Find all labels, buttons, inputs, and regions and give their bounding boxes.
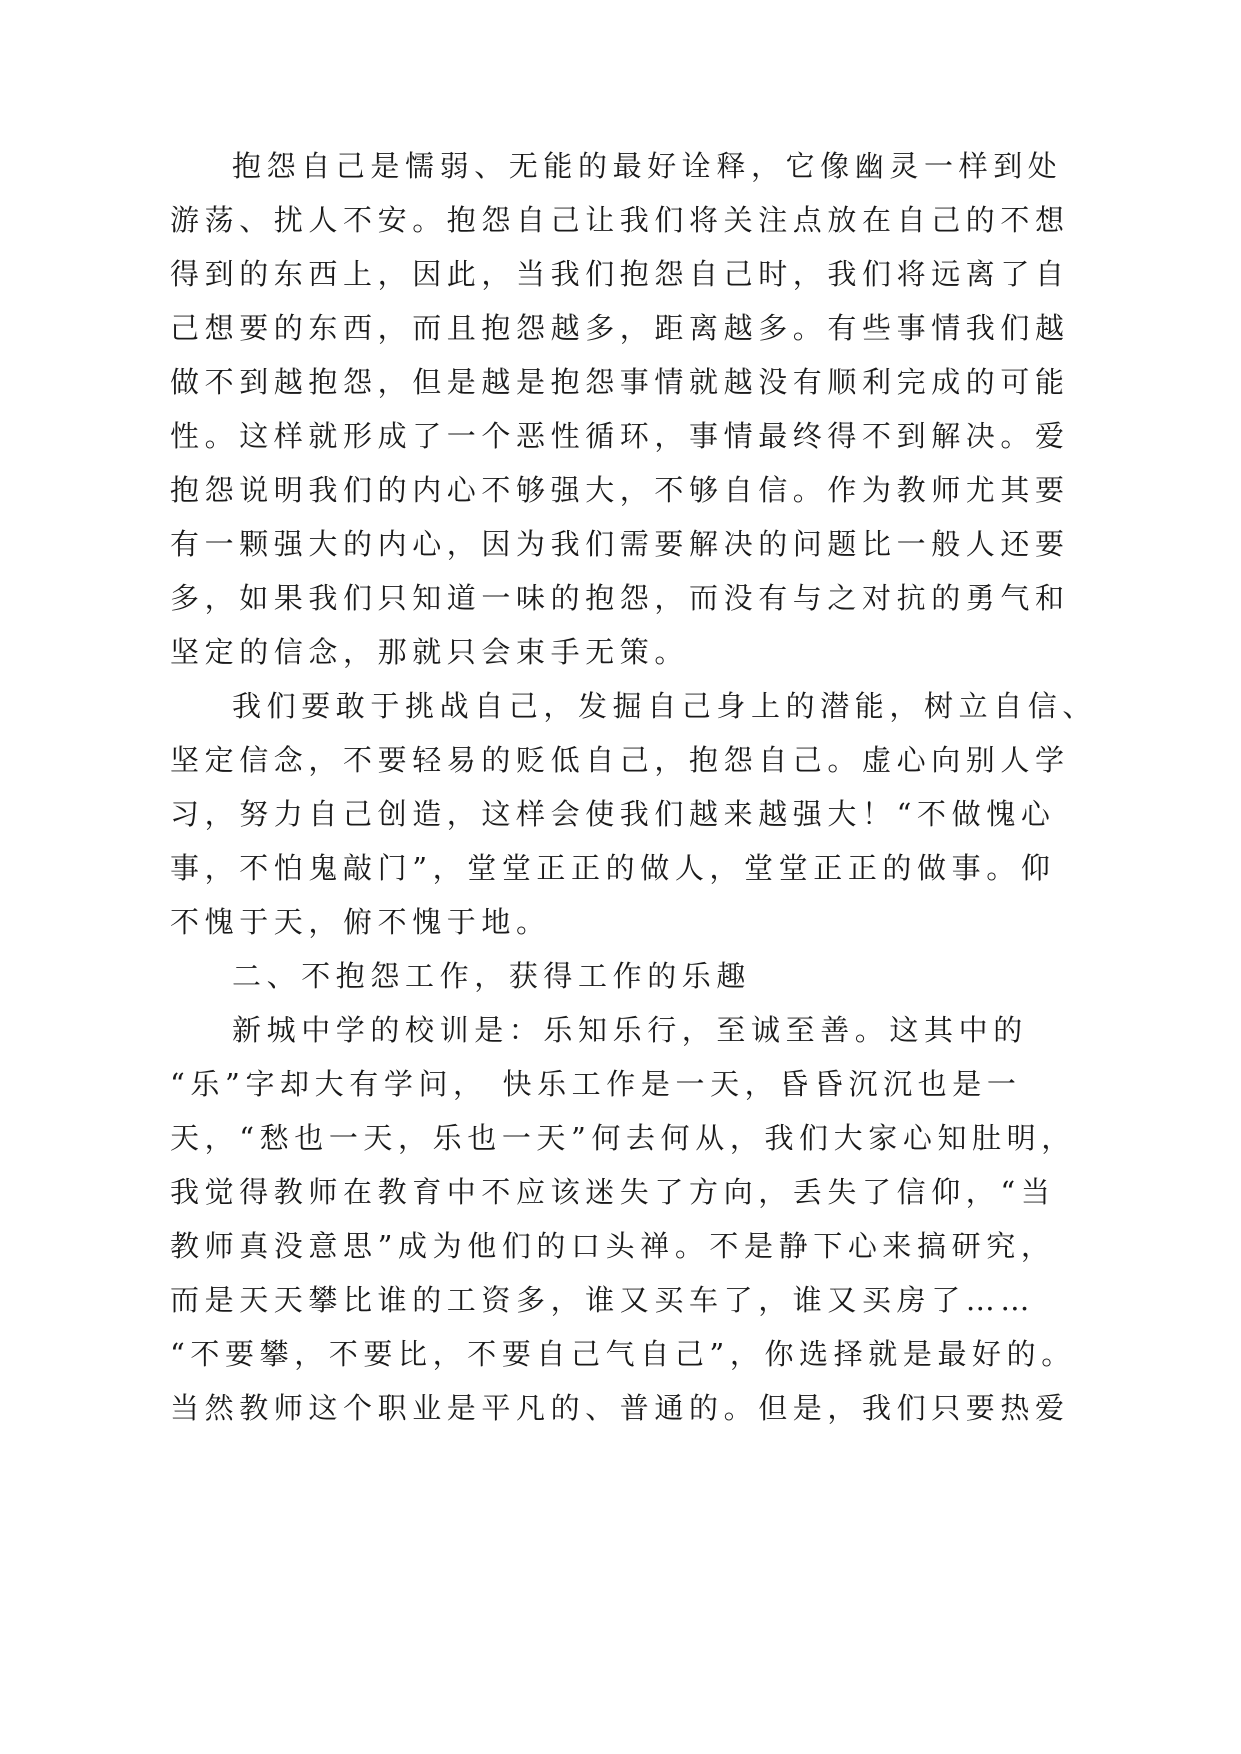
text-line xyxy=(0,1324,1241,1384)
line-text: 而是天天攀比谁的工资多，谁又买车了，谁又买房了…… xyxy=(170,1283,1036,1317)
line-text: “乐”字却大有学问， 快乐工作是一天，昏昏沉沉也是一 xyxy=(170,1067,1022,1101)
line-text: “不要攀，不要比，不要自己气自己”，你选择就是最好的。 xyxy=(170,1337,1076,1371)
text-line xyxy=(0,1000,1241,1060)
line-text: 抱怨说明我们的内心不够强大，不够自信。作为教师尤其要 xyxy=(170,473,1070,507)
line-text: 己想要的东西，而且抱怨越多，距离越多。有些事情我们越 xyxy=(170,311,1070,345)
line-text: 事，不怕鬼敲门”，堂堂正正的做人，堂堂正正的做事。仰 xyxy=(170,851,1056,885)
text-line xyxy=(0,568,1241,628)
section-heading-text: 二、不抱怨工作，获得工作的乐趣 xyxy=(232,959,752,993)
section-heading xyxy=(0,946,1241,1006)
text-line xyxy=(0,1378,1241,1438)
line-text: 有一颗强大的内心，因为我们需要解决的问题比一般人还要 xyxy=(170,527,1070,561)
line-text: 做不到越抱怨，但是越是抱怨事情就越没有顺利完成的可能 xyxy=(170,365,1070,399)
text-line xyxy=(0,136,1241,196)
line-text: 新城中学的校训是：乐知乐行，至诚至善。这其中的 xyxy=(232,1013,1028,1047)
text-line xyxy=(0,352,1241,412)
line-text: 抱怨自己是懦弱、无能的最好诠释，它像幽灵一样到处 xyxy=(232,149,1063,183)
text-line xyxy=(0,1216,1241,1276)
text-line xyxy=(0,892,1241,952)
line-text: 不愧于天，俯不愧于地。 xyxy=(170,905,551,939)
line-text: 我们要敢于挑战自己，发掘自己身上的潜能，树立自信、 xyxy=(232,689,1098,723)
line-text: 我觉得教师在教育中不应该迷失了方向，丢失了信仰，“当 xyxy=(170,1175,1056,1209)
text-line xyxy=(0,1054,1241,1114)
line-text: 得到的东西上，因此，当我们抱怨自己时，我们将远离了自 xyxy=(170,257,1070,291)
text-line xyxy=(0,1162,1241,1222)
text-line xyxy=(0,676,1241,736)
line-text: 性。这样就形成了一个恶性循环，事情最终得不到解决。爱 xyxy=(170,419,1070,453)
line-text: 坚定的信念，那就只会束手无策。 xyxy=(170,635,690,669)
text-line xyxy=(0,1270,1241,1330)
text-line xyxy=(0,730,1241,790)
text-line xyxy=(0,406,1241,466)
text-line xyxy=(0,622,1241,682)
text-line xyxy=(0,460,1241,520)
text-line xyxy=(0,1108,1241,1168)
line-text: 多，如果我们只知道一味的抱怨，而没有与之对抗的勇气和 xyxy=(170,581,1070,615)
text-line xyxy=(0,784,1241,844)
text-line xyxy=(0,244,1241,304)
text-line xyxy=(0,838,1241,898)
text-line xyxy=(0,514,1241,574)
line-text: 习，努力自己创造，这样会使我们越来越强大！“不做愧心 xyxy=(170,797,1056,831)
line-text: 坚定信念，不要轻易的贬低自己，抱怨自己。虚心向别人学 xyxy=(170,743,1070,777)
line-text: 游荡、扰人不安。抱怨自己让我们将关注点放在自己的不想 xyxy=(170,203,1070,237)
text-line xyxy=(0,190,1241,250)
line-text: 当然教师这个职业是平凡的、普通的。但是，我们只要热爱 xyxy=(170,1391,1070,1425)
line-text: 教师真没意思”成为他们的口头禅。不是静下心来搞研究， xyxy=(170,1229,1056,1263)
line-text: 天，“愁也一天，乐也一天”何去何从，我们大家心知肚明， xyxy=(170,1121,1076,1155)
text-line xyxy=(0,298,1241,358)
